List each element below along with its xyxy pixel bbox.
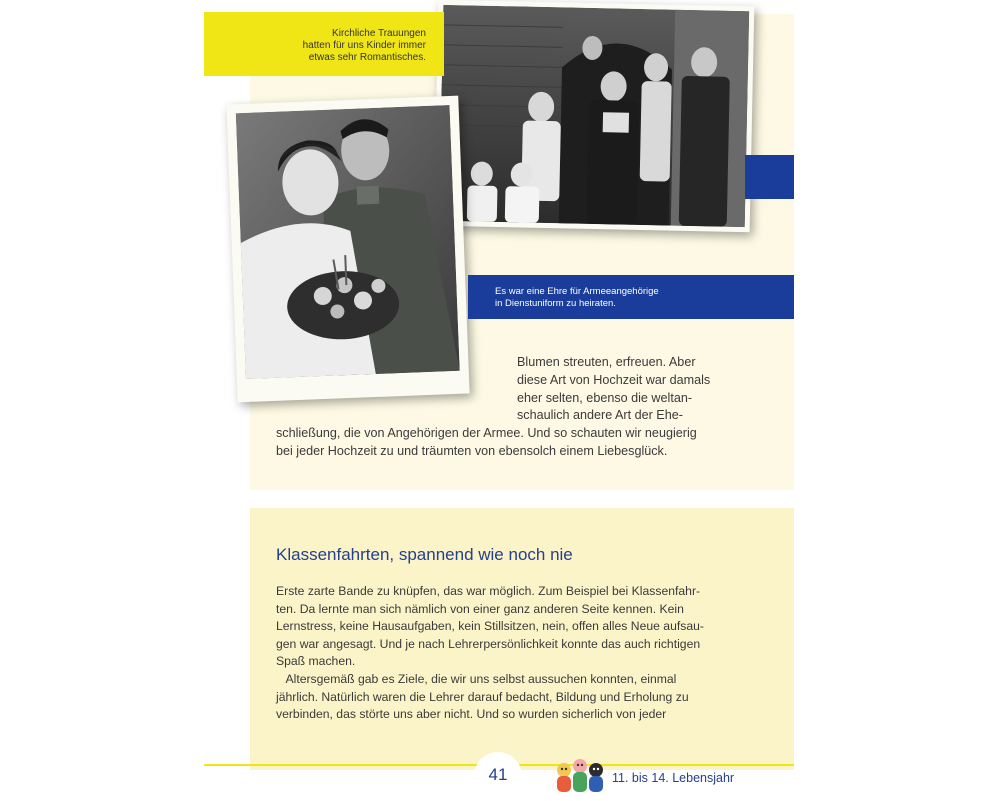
- blue-accent-tab: [745, 155, 794, 199]
- church-wedding-photo: [434, 0, 755, 232]
- section-line: gen war angesagt. Und je nach Lehrerpersönlichkeit konnte das auch richtigen: [276, 636, 701, 651]
- section-line: jährlich. Natürlich waren die Lehrer darauf bedacht, Bildung und Erholung zu: [276, 689, 689, 704]
- section-line: Altersgemäß gab es Ziele, die wir uns selbst aussuchen konnten, einmal: [276, 671, 677, 686]
- section-line: Spaß machen.: [276, 654, 356, 669]
- wedding-couple-photo: [226, 96, 469, 403]
- story-line: Blumen streuten, erfreuen. Aber: [517, 355, 696, 369]
- story-line: schaulich andere Art der Ehe-: [517, 408, 683, 423]
- section-heading: Klassenfahrten, spannend wie noch nie: [276, 545, 573, 564]
- story-line: schließung, die von Angehörigen der Armee. Und so schauten wir neugierig: [276, 426, 697, 440]
- section-line: Erste zarte Bande zu knüpfen, das war möglich. Zum Beispiel bei Klassenfahr-: [276, 584, 701, 598]
- story-line: bei jeder Hochzeit zu und träumten von ebensolch einem Liebesglück.: [276, 443, 668, 458]
- story-line: diese Art von Hochzeit war damals: [517, 372, 711, 387]
- church-wedding-caption: Kirchliche Trauungen hatten für uns Kinder immer etwas sehr Romantisches.: [204, 12, 444, 76]
- section-line: Lernstress, keine Hausaufgaben, kein Stillsitzen, nein, offen alles Neue aufsau-: [276, 619, 704, 634]
- section-line: verbinden, das störte uns aber nicht. Und so wurden sicherlich von jeder: [276, 707, 667, 722]
- story-paragraph-full: [276, 425, 776, 461]
- children-mascot-icon: [552, 756, 610, 801]
- page-number: 41: [474, 752, 522, 796]
- section-line: ten. Da lernte man sich nämlich von einer ganz anderen Seite kennen. Kein: [276, 601, 684, 616]
- story-paragraph-indented: [517, 354, 777, 425]
- uniform-wedding-caption: Es war eine Ehre für Armeeangehörige in Dienstuniform zu heiraten.: [468, 275, 794, 319]
- section-body: [276, 583, 736, 724]
- chapter-label: 11. bis 14. Lebensjahr: [612, 771, 735, 785]
- story-line: eher selten, ebenso die weltan-: [517, 390, 693, 405]
